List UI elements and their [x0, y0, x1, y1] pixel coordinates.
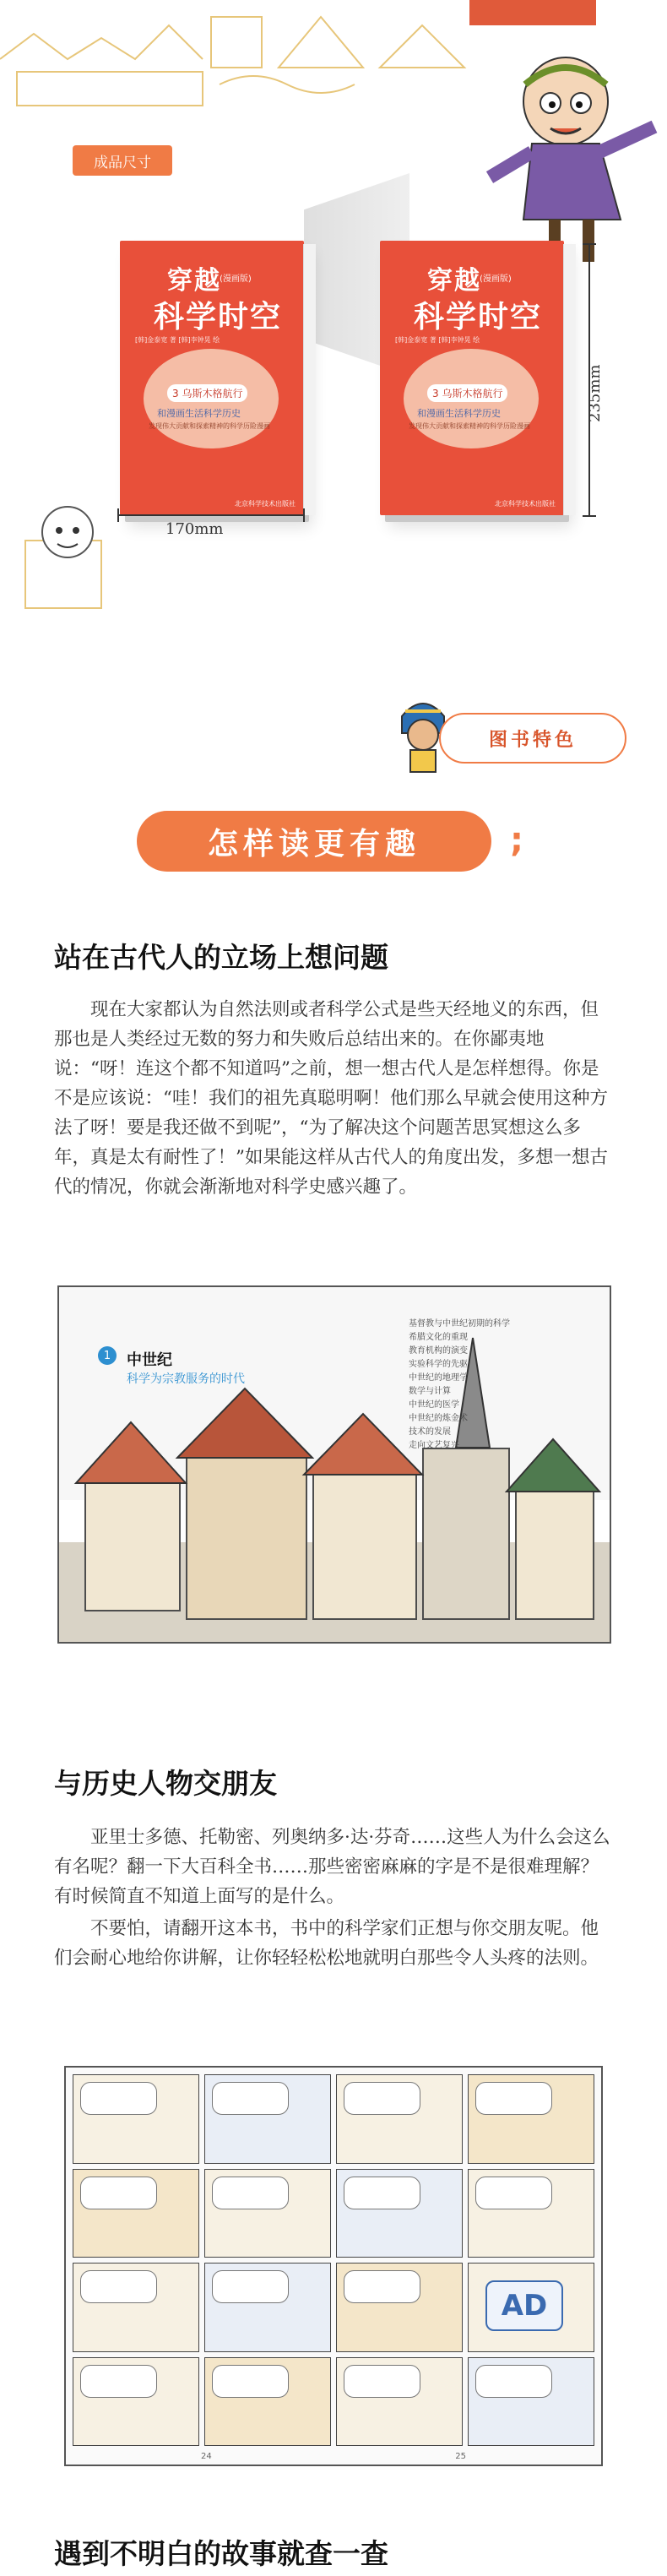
comic-panel	[204, 2263, 331, 2352]
toc-item: 教育机构的演变	[409, 1346, 468, 1356]
book-tagline: 发现伟大贡献和探索精神的科学历险漫画	[149, 422, 270, 430]
page-number-right: 25	[455, 2452, 466, 2461]
book-publisher: 北京科学技术出版社	[235, 500, 296, 508]
medieval-town-illustration	[57, 1285, 611, 1644]
book-title-line2: 科学时空	[154, 300, 283, 334]
toc-item: 中世纪的地理学	[409, 1373, 468, 1383]
section2-paragraph2: 不要怕，请翻开这本书，书中的科学家们正想与你交朋友呢。他们会耐心地给你讲解，让你轻轻松松地就明白那些令人头疼的法则。	[54, 1918, 599, 1969]
height-label: 235mm	[586, 364, 604, 422]
section1-heading: 站在古代人的立场上想问题	[54, 941, 388, 974]
toc-item: 基督教与中世纪初期的科学	[409, 1319, 510, 1329]
toc-item: 中世纪的炼金术	[409, 1414, 468, 1423]
book-series: 和漫画生活科学历史	[157, 408, 241, 419]
book-title-line1: 穿越	[167, 266, 221, 296]
toc-item: 数学与计算	[409, 1387, 451, 1396]
how-to-read-banner: 怎样读更有趣	[137, 811, 491, 872]
section1-paragraph: 现在大家都认为自然法则或者科学公式是些天经地义的东西，但那也是人类经过无数的努力和失败后总结出来的。在你鄙夷地说：“呀！连这个都不知道吗”之前，想一想古代人是怎样想得。你是不是应该说：“哇！我们的祖先真聪明啊！他们那么早就会使用这种方法了呀！要是我还做不到呢”，“为了解决这个问题苦思冥想这么多年，真是太有耐性了！”如果能这样从古代人的角度出发，多想一想古代的情况，你就会渐渐地对科学史感兴趣了。	[54, 999, 608, 1198]
toc-item: 走向文艺复兴	[409, 1441, 459, 1450]
cartoon-scientist-figure	[473, 51, 667, 270]
comic-panel	[73, 2169, 199, 2258]
toc-item: 实验科学的先驱	[409, 1360, 468, 1369]
book-authors: [韩]金泰宽 著 [韩]李钟晃 绘	[135, 336, 220, 344]
comic-panel	[468, 2263, 594, 2352]
width-label: 170mm	[165, 520, 224, 538]
section2-heading: 与历史人物交朋友	[54, 1767, 277, 1800]
book-tagline: 发现伟大贡献和探索精神的科学历险漫画	[409, 422, 530, 430]
comic-panel	[204, 2357, 331, 2447]
chapter-badge: 1	[98, 1346, 117, 1365]
book-volume: 3 乌斯木格航行	[167, 384, 247, 402]
comic-panel	[336, 2074, 463, 2164]
toc-item: 希腊文化的重现	[409, 1333, 468, 1342]
book-series: 和漫画生活科学历史	[417, 408, 501, 419]
book-cover-small	[120, 241, 304, 515]
comic-panel	[73, 2263, 199, 2352]
comic-panel	[204, 2074, 331, 2164]
toc-item: 技术的发展	[409, 1427, 451, 1437]
page-number-left: 24	[201, 2452, 212, 2461]
features-tag: 图书特色	[439, 713, 626, 764]
book-title-line1: 穿越	[427, 266, 481, 296]
size-tag: 成品尺寸	[73, 145, 172, 176]
chapter-title: 中世纪	[127, 1351, 172, 1369]
book-title-line2: 科学时空	[414, 300, 543, 334]
book-authors: [韩]金泰宽 著 [韩]李钟晃 绘	[395, 336, 480, 344]
book-subtitle: (漫画版)	[480, 274, 512, 284]
comic-panel	[204, 2169, 331, 2258]
comic-panel	[336, 2263, 463, 2352]
comic-panel	[468, 2169, 594, 2258]
book-volume: 3 乌斯木格航行	[427, 384, 507, 402]
chapter-toc	[409, 1318, 510, 1453]
comic-panel	[468, 2074, 594, 2164]
chapter-subtitle: 科学为宗教服务的时代	[127, 1372, 245, 1386]
book-cover-large	[380, 241, 564, 515]
book-subtitle: (漫画版)	[220, 274, 252, 284]
comic-panel	[73, 2357, 199, 2447]
book-publisher: 北京科学技术出版社	[495, 500, 556, 508]
section3-heading: 遇到不明白的故事就查一查	[54, 2537, 388, 2570]
sketch-character-icon	[17, 490, 118, 617]
banner-mark: ;	[510, 821, 523, 860]
ad-box: AD	[485, 2280, 563, 2331]
toc-item: 中世纪的医学	[409, 1400, 459, 1410]
comic-spread-illustration	[64, 2066, 603, 2466]
comic-panel	[73, 2074, 199, 2164]
comic-panel	[336, 2169, 463, 2258]
comic-panel	[336, 2357, 463, 2447]
comic-panel	[468, 2357, 594, 2447]
section2-paragraph1: 亚里士多德、托勒密、列奥纳多·达·芬奇……这些人为什么会这么有名呢？翻一下大百科全书……那些密密麻麻的字是不是很难理解？有时候简直不知道上面写的是什么。	[54, 1827, 610, 1907]
